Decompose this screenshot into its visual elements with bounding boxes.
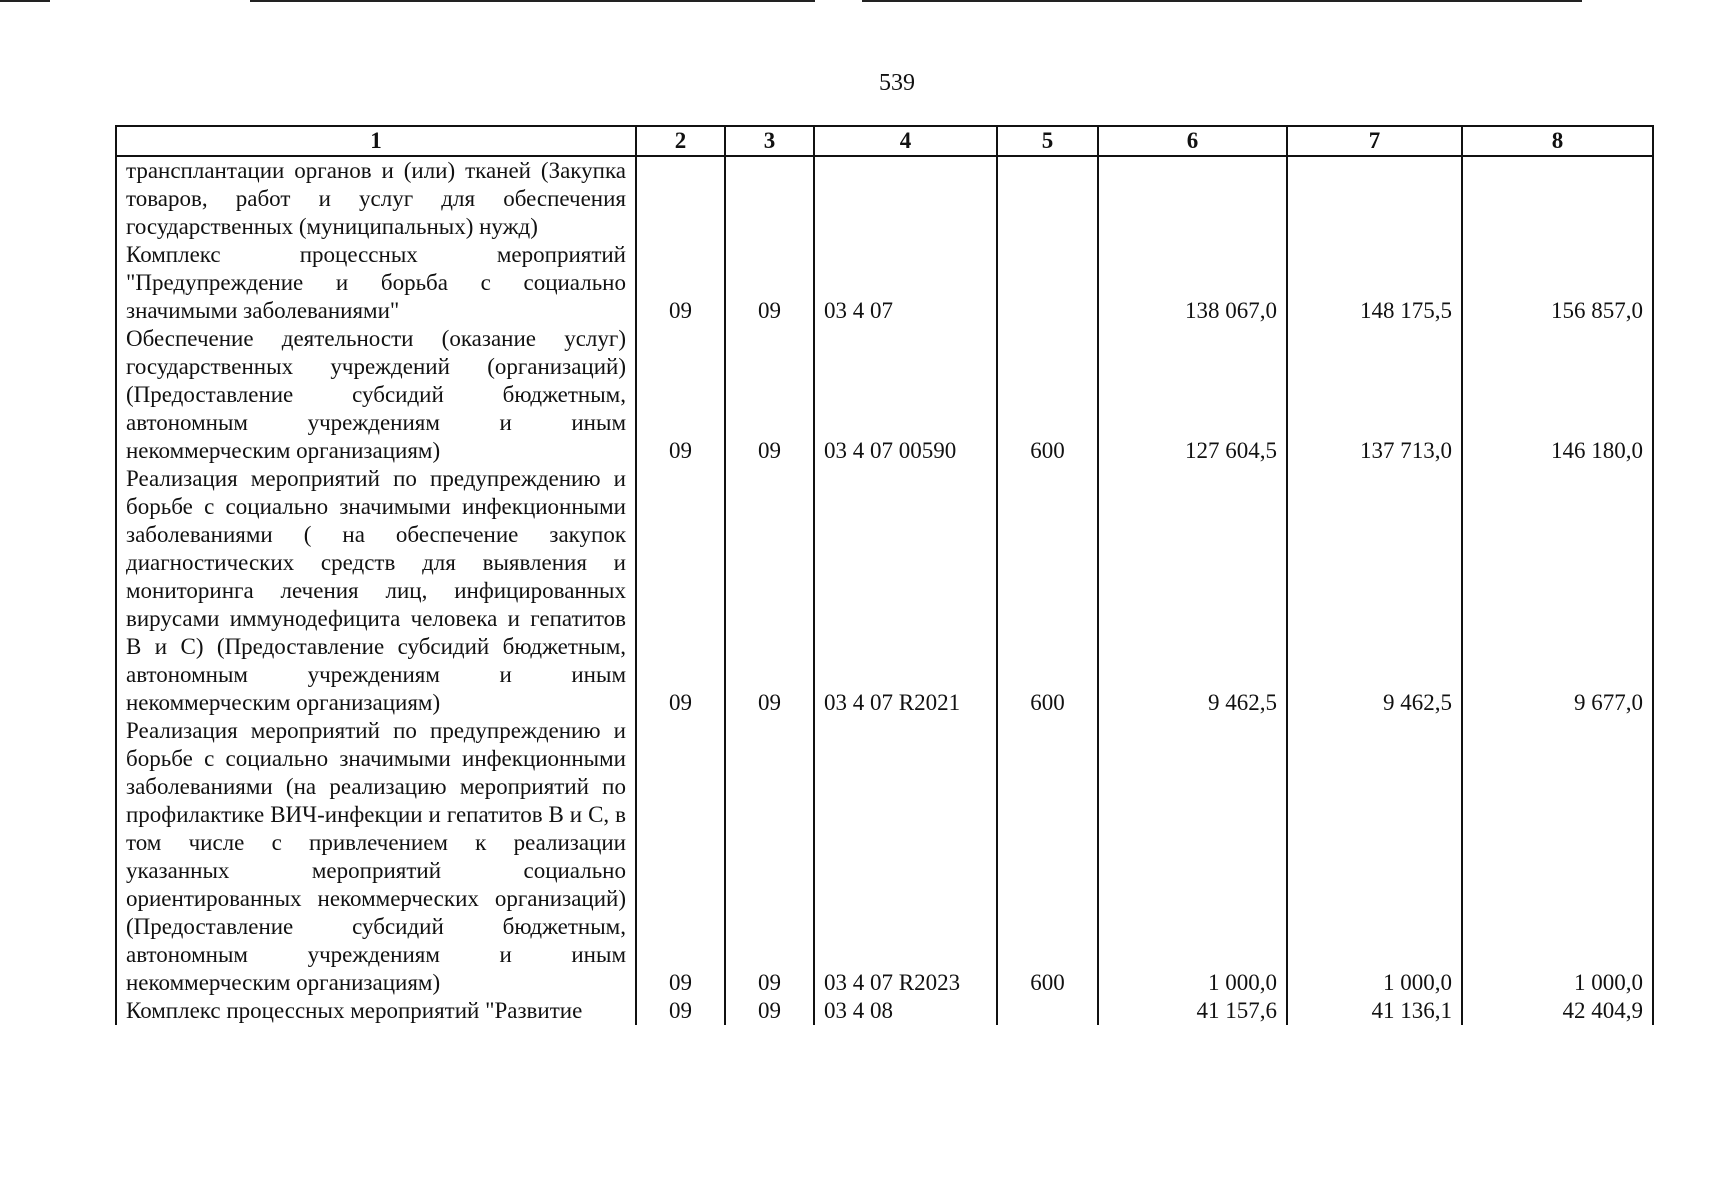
row-amount-col6 [1098, 156, 1287, 241]
row-expense-type: 600 [997, 325, 1098, 465]
top-rule-left [0, 0, 50, 2]
row-section: 09 [636, 465, 725, 717]
row-expense-type [997, 997, 1098, 1025]
row-expense-type [997, 241, 1098, 325]
header-cell-1: 1 [116, 126, 636, 156]
row-description: Комплекс процессных мероприятий "Развитие [116, 997, 636, 1025]
row-amount-col7: 137 713,0 [1287, 325, 1462, 465]
row-amount-col8: 146 180,0 [1462, 325, 1653, 465]
row-section: 09 [636, 241, 725, 325]
row-amount-col7: 1 000,0 [1287, 717, 1462, 997]
row-amount-col7: 9 462,5 [1287, 465, 1462, 717]
row-amount-col7 [1287, 156, 1462, 241]
table-row [116, 156, 1653, 241]
budget-table [115, 125, 1654, 1025]
row-section: 09 [636, 997, 725, 1025]
page-number: 539 [879, 70, 915, 96]
row-amount-col8 [1462, 156, 1653, 241]
row-section: 09 [636, 717, 725, 997]
row-subsection: 09 [725, 325, 814, 465]
row-subsection: 09 [725, 465, 814, 717]
row-description: Реализация мероприятий по предупреждению и борьбе с социально значимыми инфекционными заболеваниями ( на обеспечение закупок диагностических средств для выявления и мониторинга лечения лиц, инфицированных вирусами иммунодефицита человека и гепатитов B и C) (Предоставление субсидий бюджетным, автономным учреждениям и иным некоммерческим организациям) [116, 465, 636, 717]
row-amount-col6: 138 067,0 [1098, 241, 1287, 325]
row-subsection: 09 [725, 241, 814, 325]
header-cell-8: 8 [1462, 126, 1653, 156]
row-amount-col6: 1 000,0 [1098, 717, 1287, 997]
header-cell-3: 3 [725, 126, 814, 156]
row-target-code [814, 156, 997, 241]
row-subsection: 09 [725, 997, 814, 1025]
row-description: Обеспечение деятельности (оказание услуг) государственных учреждений (организаций) (Предоставление субсидий бюджетным, автономным учреждениям и иным некоммерческим организациям) [116, 325, 636, 465]
row-subsection: 09 [725, 717, 814, 997]
row-description: Комплекс процессных мероприятий "Предупреждение и борьба с социально значимыми заболеваниями" [116, 241, 636, 325]
header-cell-6: 6 [1098, 126, 1287, 156]
row-section: 09 [636, 325, 725, 465]
top-rule-center [705, 0, 815, 2]
header-cell-2: 2 [636, 126, 725, 156]
row-target-code: 03 4 07 R2023 [814, 717, 997, 997]
row-amount-col6: 9 462,5 [1098, 465, 1287, 717]
top-rule-right [862, 0, 1582, 2]
table-row [116, 325, 1653, 465]
row-amount-col7: 148 175,5 [1287, 241, 1462, 325]
row-description: трансплантации органов и (или) тканей (Закупка товаров, работ и услуг для обеспечения государственных (муниципальных) нужд) [116, 156, 636, 241]
header-cell-4: 4 [814, 126, 997, 156]
row-target-code: 03 4 08 [814, 997, 997, 1025]
row-target-code: 03 4 07 00590 [814, 325, 997, 465]
row-amount-col6: 127 604,5 [1098, 325, 1287, 465]
row-expense-type: 600 [997, 465, 1098, 717]
row-section [636, 156, 725, 241]
row-amount-col6: 41 157,6 [1098, 997, 1287, 1025]
header-cell-7: 7 [1287, 126, 1462, 156]
header-row [116, 126, 1653, 156]
row-amount-col8: 42 404,9 [1462, 997, 1653, 1025]
table-row [116, 997, 1653, 1025]
row-amount-col8: 9 677,0 [1462, 465, 1653, 717]
row-subsection [725, 156, 814, 241]
table-row [116, 465, 1653, 717]
row-amount-col8: 1 000,0 [1462, 717, 1653, 997]
row-expense-type: 600 [997, 717, 1098, 997]
row-description: Реализация мероприятий по предупреждению и борьбе с социально значимыми инфекционными заболеваниями (на реализацию мероприятий по профилактике ВИЧ-инфекции и гепатитов B и C, в том числе с привлечением к реализации указанных мероприятий социально ориентированных некоммерческих организаций) (Предоставление субсидий бюджетным, автономным учреждениям и иным некоммерческим организациям) [116, 717, 636, 997]
row-amount-col8: 156 857,0 [1462, 241, 1653, 325]
row-target-code: 03 4 07 R2021 [814, 465, 997, 717]
table-row [116, 717, 1653, 997]
table-row [116, 241, 1653, 325]
header-cell-5: 5 [997, 126, 1098, 156]
row-target-code: 03 4 07 [814, 241, 997, 325]
row-amount-col7: 41 136,1 [1287, 997, 1462, 1025]
row-expense-type [997, 156, 1098, 241]
